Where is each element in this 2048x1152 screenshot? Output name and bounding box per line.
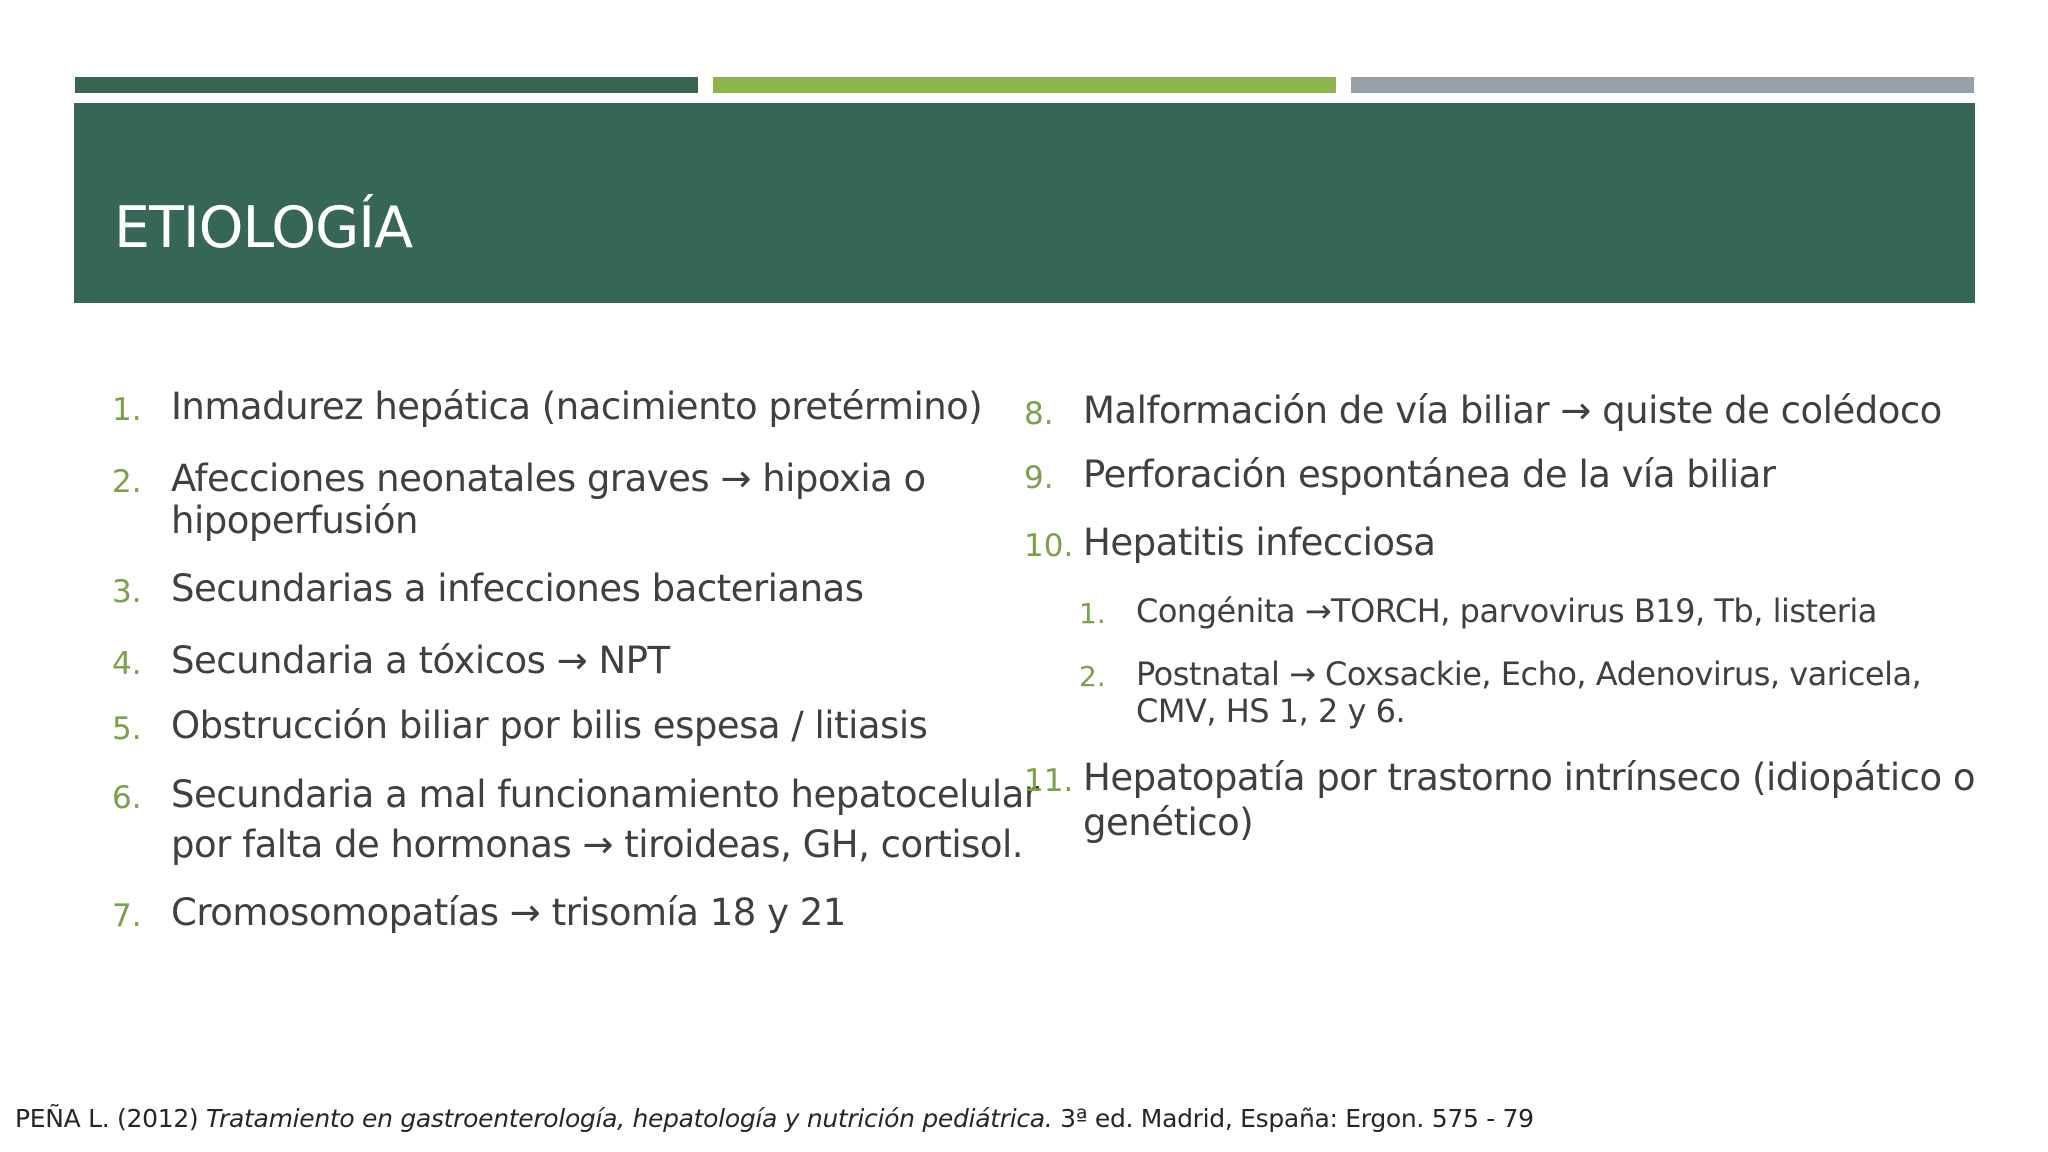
list-number: 7. — [112, 898, 142, 934]
list-number: 4. — [112, 646, 142, 682]
list-number: 8. — [1024, 396, 1054, 432]
sub-list-text: Postnatal → Coxsackie, Echo, Adenovirus, varicela, — [1136, 655, 1922, 693]
list-text: Hepatopatía por trastorno intrínseco (idiopático o — [1083, 756, 1975, 799]
list-text: Obstrucción biliar por bilis espesa / litiasis — [171, 704, 928, 747]
list-text-continuation: genético) — [1083, 801, 1254, 844]
list-text: Perforación espontánea de la vía biliar — [1083, 453, 1776, 496]
list-text-continuation: hipoperfusión — [171, 499, 418, 542]
list-number: 11. — [1024, 763, 1074, 799]
list-number: 3. — [112, 574, 142, 610]
sub-list-text-continuation: CMV, HS 1, 2 y 6. — [1136, 692, 1406, 730]
list-number: 10. — [1024, 528, 1074, 564]
sub-list-number: 1. — [1079, 597, 1106, 630]
slide-title: ETIOLOGÍA — [114, 195, 413, 261]
list-text: Cromosomopatías → trisomía 18 y 21 — [171, 891, 846, 934]
list-text: Afecciones neonatales graves → hipoxia o — [171, 457, 926, 500]
list-text: Secundaria a tóxicos → NPT — [171, 639, 670, 682]
sub-list-number: 2. — [1079, 660, 1106, 693]
list-number: 1. — [112, 392, 142, 428]
list-text: Secundarias a infecciones bacterianas — [171, 567, 864, 610]
list-text: Inmadurez hepática (nacimiento pretérmino) — [171, 385, 983, 428]
citation-rest: 3ª ed. Madrid, España: Ergon. 575 - 79 — [1060, 1104, 1534, 1133]
list-number: 2. — [112, 464, 142, 500]
list-text: Secundaria a mal funcionamiento hepatocelular — [171, 773, 1039, 816]
title-band — [74, 103, 1975, 303]
accent-bar-gray — [1351, 77, 1974, 93]
list-text-continuation: por falta de hormonas → tiroideas, GH, cortisol. — [171, 823, 1024, 866]
list-number: 5. — [112, 711, 142, 747]
list-number: 9. — [1024, 460, 1054, 496]
list-number: 6. — [112, 780, 142, 816]
list-text: Hepatitis infecciosa — [1083, 521, 1436, 564]
sub-list-text: Congénita →TORCH, parvovirus B19, Tb, listeria — [1136, 592, 1877, 630]
citation-author: PEÑA L. (2012) — [15, 1104, 199, 1133]
accent-bar-light-green — [713, 77, 1336, 93]
list-text: Malformación de vía biliar → quiste de colédoco — [1083, 389, 1942, 432]
citation — [15, 1104, 1534, 1133]
accent-bar-dark-green — [75, 77, 698, 93]
citation-title: Tratamiento en gastroenterología, hepatología y nutrición pediátrica. — [206, 1104, 1053, 1133]
